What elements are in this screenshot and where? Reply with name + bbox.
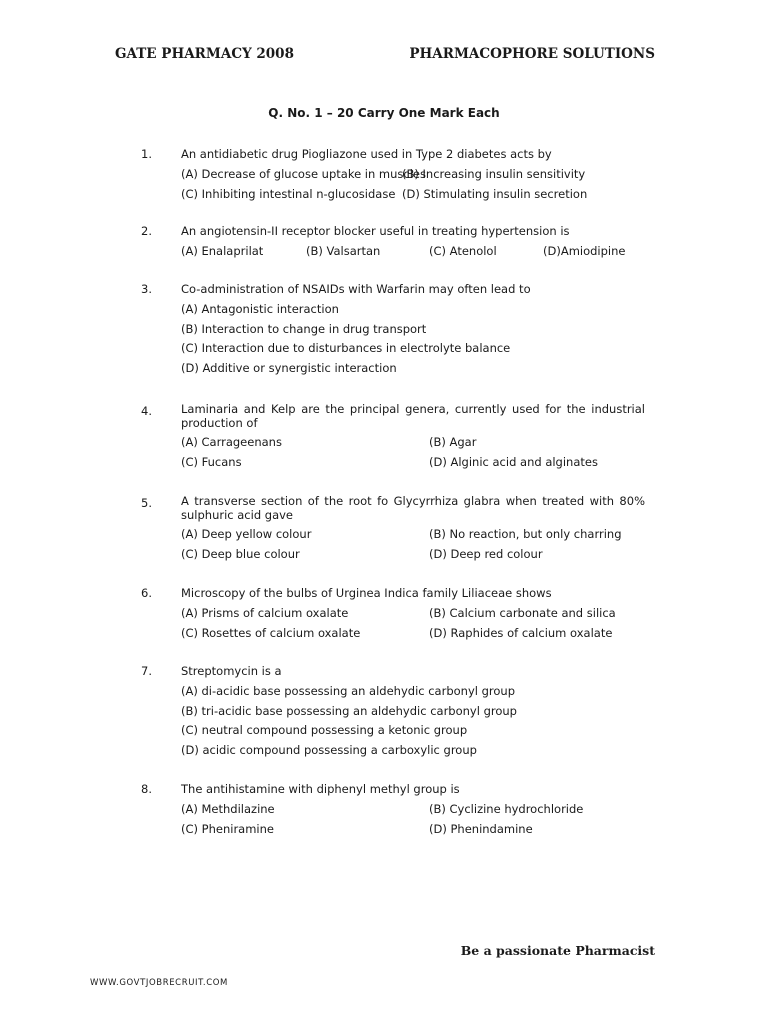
question-number: 3. <box>141 282 152 296</box>
question-number: 7. <box>141 664 152 678</box>
option-a: (A) Prisms of calcium oxalate <box>181 605 349 620</box>
option-c: (C) Atenolol <box>429 243 497 258</box>
option-b: (B) tri-acidic base possessing an aldehydic carbonyl group <box>181 703 517 718</box>
option-b: (B) Cyclizine hydrochloride <box>429 801 584 816</box>
option-b: (B) No reaction, but only charring <box>429 527 622 541</box>
question-number: 5. <box>141 496 152 510</box>
option-b: (B) Increasing insulin sensitivity <box>402 166 586 181</box>
footer-website-link[interactable]: WWW.GOVTJOBRECRUIT.COM <box>90 978 228 988</box>
option-d: (D) acidic compound possessing a carboxylic group <box>181 743 477 758</box>
option-d: (D) Alginic acid and alginates <box>429 454 598 469</box>
option-d: (D) Additive or synergistic interaction <box>181 361 397 376</box>
option-b: (B) Valsartan <box>306 243 381 258</box>
question-text: Laminaria and Kelp are the principal genera, currently used for the industrial production of <box>181 402 645 430</box>
header-exam-title: GATE PHARMACY 2008 <box>115 46 294 62</box>
question-text: Co-administration of NSAIDs with Warfarin may often lead to <box>181 282 531 296</box>
option-a: (A) Enalaprilat <box>181 243 264 258</box>
option-a: (A) Decrease of glucose uptake in muscles <box>181 166 427 181</box>
option-a: (A) Carrageenans <box>181 435 282 449</box>
option-c: (C) Interaction due to disturbances in electrolyte balance <box>181 341 511 356</box>
option-d: (D)Amiodipine <box>543 243 626 258</box>
option-a: (A) Methdilazine <box>181 801 275 816</box>
option-c: (C) Pheniramine <box>181 821 274 836</box>
question-text: Streptomycin is a <box>181 664 282 678</box>
option-c: (C) Deep blue colour <box>181 546 300 561</box>
question-text: Microscopy of the bulbs of Urginea Indica family Liliaceae shows <box>181 586 552 600</box>
section-title: Q. No. 1 – 20 Carry One Mark Each <box>268 106 500 120</box>
option-a: (A) di-acidic base possessing an aldehydic carbonyl group <box>181 683 516 698</box>
option-b: (B) Calcium carbonate and silica <box>429 605 616 620</box>
question-text: An angiotensin-II receptor blocker useful in treating hypertension is <box>181 224 570 238</box>
option-b: (B) Interaction to change in drug transport <box>181 321 427 336</box>
question-number: 4. <box>141 404 152 418</box>
tagline: Be a passionate Pharmacist <box>460 943 655 958</box>
question-number: 1. <box>141 147 152 161</box>
question-text: An antidiabetic drug Piogliazone used in Type 2 diabetes acts by <box>181 147 552 161</box>
question-text: A transverse section of the root fo Glycyrrhiza glabra when treated with 80% sulphuric acid gave <box>181 494 645 522</box>
option-d: (D) Phenindamine <box>429 821 533 836</box>
option-c: (C) Fucans <box>181 454 242 469</box>
option-d: (D) Stimulating insulin secretion <box>402 186 588 201</box>
option-c: (C) Rosettes of calcium oxalate <box>181 625 361 640</box>
option-b: (B) Agar <box>429 435 477 449</box>
question-number: 2. <box>141 224 152 238</box>
option-d: (D) Deep red colour <box>429 546 543 561</box>
header-publisher: PHARMACOPHORE SOLUTIONS <box>409 46 655 62</box>
option-a: (A) Antagonistic interaction <box>181 301 339 316</box>
option-a: (A) Deep yellow colour <box>181 527 312 541</box>
option-d: (D) Raphides of calcium oxalate <box>429 625 613 640</box>
question-text: The antihistamine with diphenyl methyl group is <box>181 782 460 796</box>
question-number: 8. <box>141 782 152 796</box>
option-c: (C) Inhibiting intestinal n-glucosidase <box>181 186 396 201</box>
question-number: 6. <box>141 586 152 600</box>
option-c: (C) neutral compound possessing a ketonic group <box>181 723 468 738</box>
